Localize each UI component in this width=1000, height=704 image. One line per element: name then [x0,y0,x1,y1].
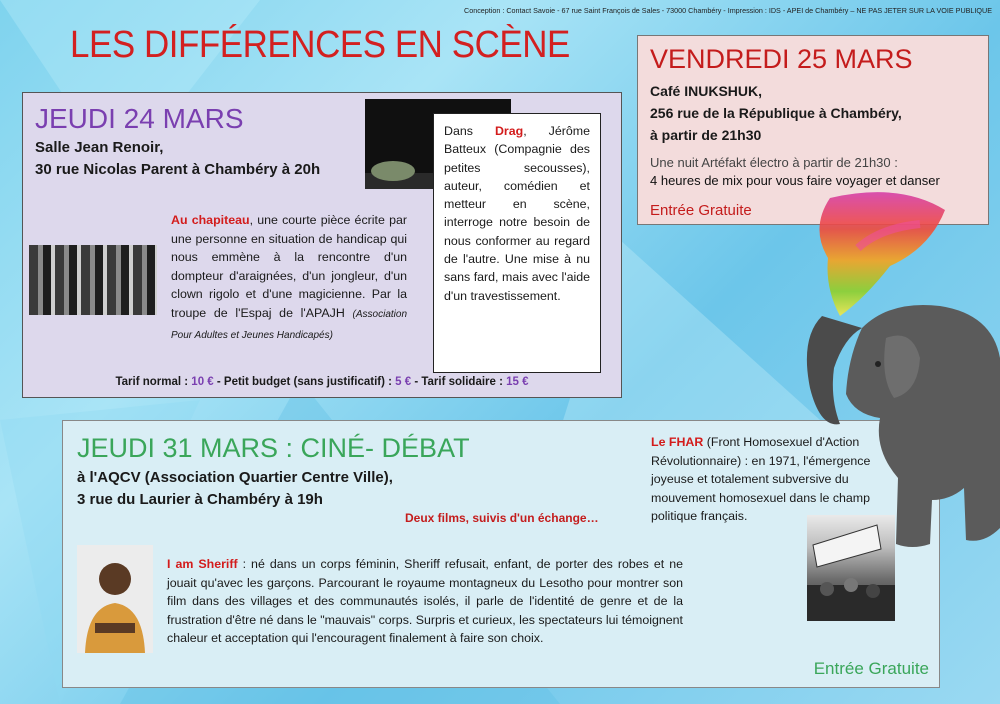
drag-description: Dans Drag, Jérôme Batteux (Compagnie des petites secousses), auteur, comédien et metteur en scène, interroge notre besoin de nous conformer au regard de l'autre. Une mise à nu sans fard, mais avec l'aide d'un travestissement. [433,113,601,373]
credits-line: Conception : Contact Savoie - 67 rue Saint François de Sales - 73000 Chambéry - Impression : IDS - APEI de Chambéry – NE PAS JETER SUR LA VOIE PUBLIQUE [464,6,992,15]
entree-gratuite: Entrée Gratuite [650,202,752,219]
fhar-description: Le FHAR (Front Homosexuel d'Action Révolutionnaire) : en 1971, l'émergence joyeuse et totalement subversive du mouvement homosexuel dans le champ politique français. [651,435,871,524]
tarifs: Tarif normal : 10 € - Petit budget (sans justificatif) : 5 € - Tarif solidaire : 15 € [115,376,529,388]
sheriff-description: I am Sheriff : né dans un corps féminin, Sheriff refusait, enfant, de porter des robes et ne jouait qu'avec les garçons. Parcourant le royaume montagneux du Lesotho pour montrer son film dans des villages et des communautés isolés, il parle de l'identité de genre et de la frustration d'être né dans le "mauvais" corps. Surpris et curieux, les spectateurs lui témoignent chaleur et acceptation qui l'encouragent finalement à faire son choix. [167,557,683,646]
portrait-icon [77,545,153,653]
main-title: LES DIFFÉRENCES EN SCÈNE [70,24,570,66]
event-date: VENDREDI 25 MARS [650,44,913,74]
photo-chapiteau-troupe [29,245,157,315]
photo-sheriff [77,545,153,653]
elephant-color-splash-icon [770,188,1000,568]
event-date: JEUDI 31 MARS : CINÉ- DÉBAT [77,433,470,463]
entree-gratuite: Entrée Gratuite [813,659,929,678]
chapiteau-description: Au chapiteau, une courte pièce écrite par une personne en situation de handicap qui nous emmène à la rencontre d'un dompteur d'araignées, d'un jongleur, d'un clown rigolo et d'une magicienne. Par la troupe de l'Espaj de l'APAJH (Association Pour Adultes et Jeunes Handicapés) [171,213,407,341]
nuit-description: Une nuit Artéfakt électro à partir de 21h30 : 4 heures de mix pour vous faire voyager et danser [650,155,940,188]
deux-films-note: Deux films, suivis d'un échange… [405,511,599,525]
event-venue: Café INUKSHUK, 256 rue de la République à Chambéry, à partir de 21h30 [650,83,902,143]
event-jeudi-24 [22,92,622,398]
event-date: JEUDI 24 MARS [35,103,244,134]
event-venue: Salle Jean Renoir, 30 rue Nicolas Parent à Chambéry à 20h [35,139,321,178]
event-venue: à l'AQCV (Association Quartier Centre Ville), 3 rue du Laurier à Chambéry à 19h [77,469,393,508]
